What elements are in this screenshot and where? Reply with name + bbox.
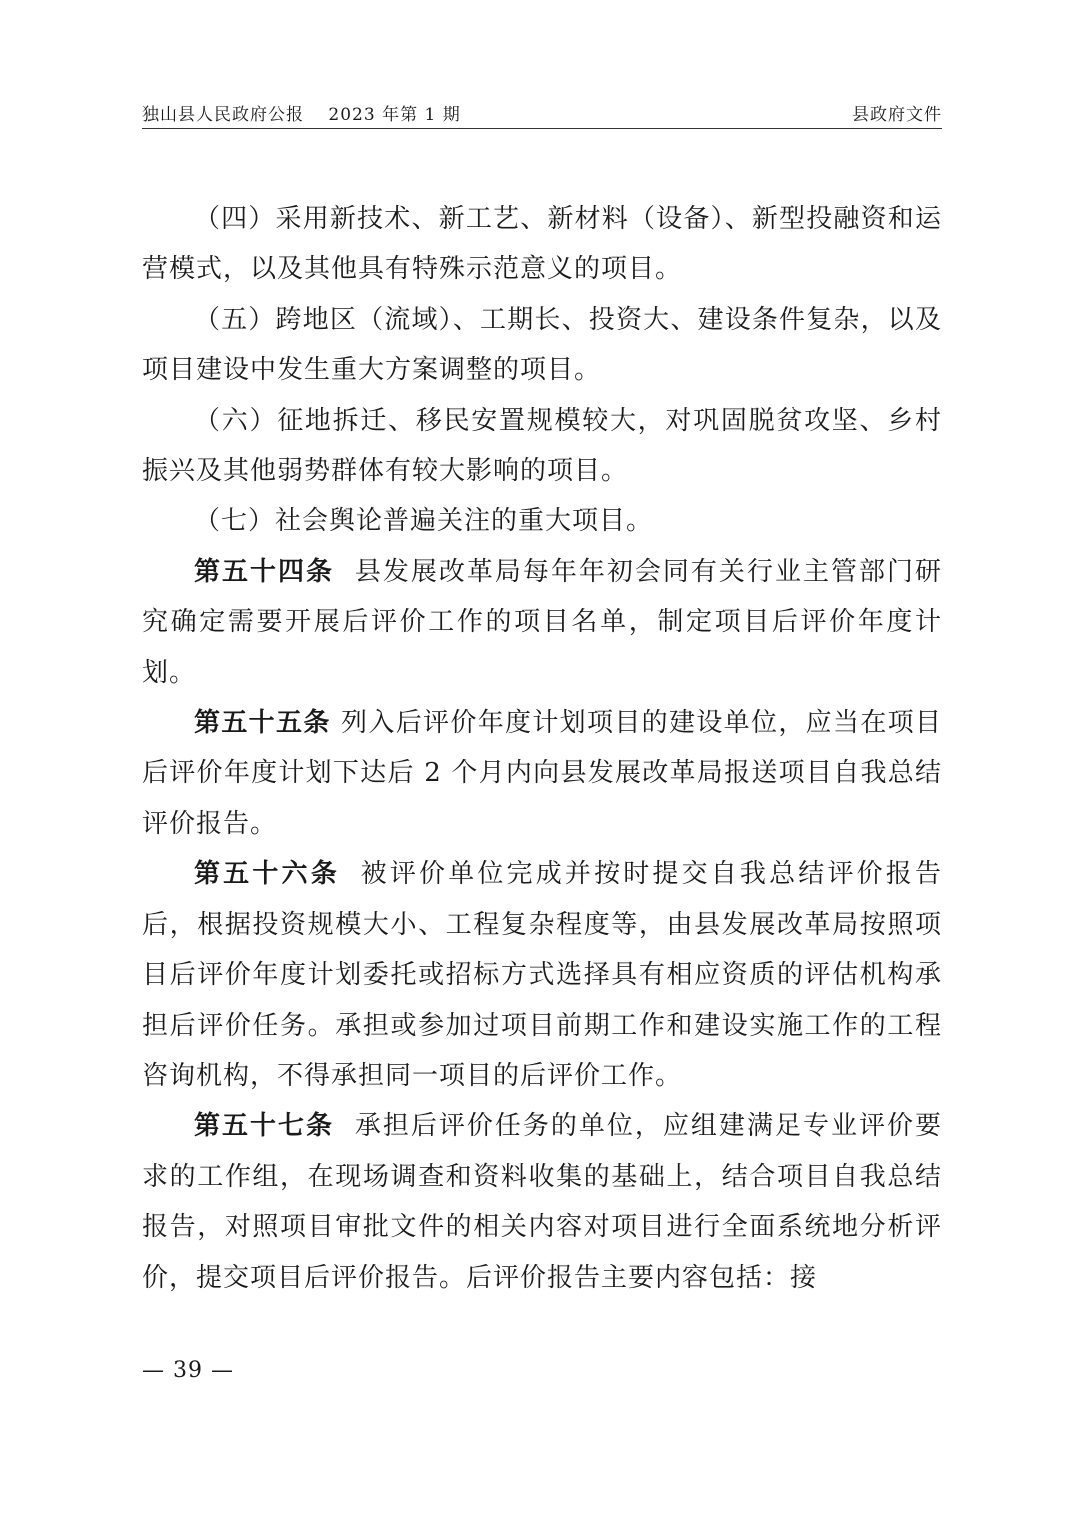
- running-header: [142, 104, 942, 126]
- paragraph-item-7: [142, 496, 942, 546]
- article-title: 第五十五条: [194, 708, 331, 739]
- article-text: 被评价单位完成并按时提交自我总结评价报告后，根据投资规模大小、工程复杂程度等，由县发展改革局按照项目后评价年度计划委托或招标方式选择具有相应资质的评估机构承担后评价任务。承担或参加过项目前期工作和建设实施工作的工程咨询机构，不得承担同一项目的后评价工作。: [142, 859, 942, 1091]
- paragraph-item-4: [142, 194, 942, 295]
- article-54: [142, 547, 942, 698]
- paragraph-item-5: [142, 295, 942, 396]
- paragraph-text: （七）社会舆论普遍关注的重大项目。: [194, 506, 654, 537]
- header-section: 县政府文件: [852, 105, 942, 125]
- document-body: [142, 194, 942, 1303]
- paragraph-text: （五）跨地区（流域）、工期长、投资大、建设条件复杂，以及项目建设中发生重大方案调整的项目。: [142, 304, 942, 386]
- header-rule: [142, 128, 942, 129]
- paragraph-item-6: [142, 396, 942, 497]
- article-text: 县发展改革局每年年初会同有关行业主管部门研究确定需要开展后评价工作的项目名单，制定项目后评价年度计划。: [142, 556, 942, 688]
- article-text: 承担后评价任务的单位，应组建满足专业评价要求的工作组，在现场调查和资料收集的基础上，结合项目自我总结报告，对照项目审批文件的相关内容对项目进行全面系统地分析评价，提交项目后评价报告。后评价报告主要内容包括：接: [142, 1111, 942, 1293]
- article-text: 列入后评价年度计划项目的建设单位，应当在项目后评价年度计划下达后 2 个月内向县发展改革局报送项目自我总结评价报告。: [142, 708, 942, 839]
- paragraph-text: （六）征地拆迁、移民安置规模较大，对巩固脱贫攻坚、乡村振兴及其他弱势群体有较大影响的项目。: [142, 405, 942, 487]
- page-number: — 39 —: [142, 1358, 234, 1383]
- article-55: [142, 698, 942, 849]
- article-57: [142, 1101, 942, 1303]
- paragraph-text: （四）采用新技术、新工艺、新材料（设备）、新型投融资和运营模式，以及其他具有特殊示范意义的项目。: [142, 204, 942, 285]
- article-title: 第五十七条: [194, 1111, 335, 1142]
- article-title: 第五十六条: [194, 859, 340, 890]
- header-publication: 独山县人民政府公报 2023 年第 1 期: [142, 105, 461, 125]
- article-56: [142, 849, 942, 1101]
- article-title: 第五十四条: [194, 556, 335, 587]
